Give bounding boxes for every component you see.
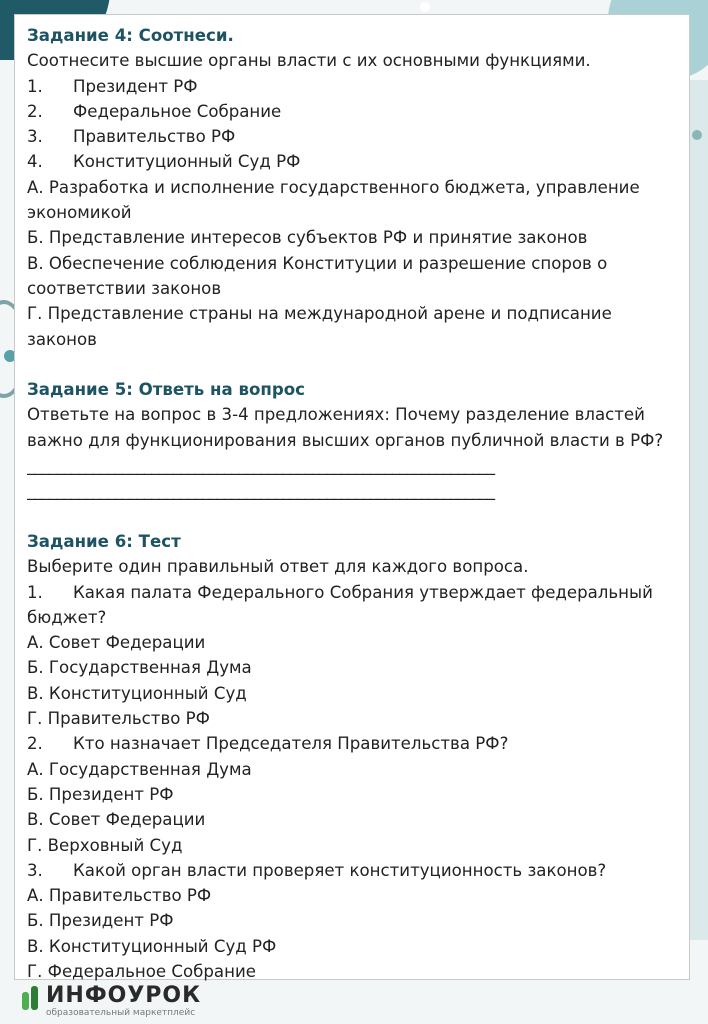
answer-option[interactable]: В. Конституционный Суд РФ [27,936,277,956]
decor-dot [692,130,702,140]
answer-line[interactable]: ________________________________________________________________ [27,456,494,476]
item-text: Конституционный Суд РФ [73,152,301,172]
function-g-line1: Г. Представление страны на международной арене и подписание [27,304,612,324]
question-text: Какой орган власти проверяет конституционность законов? [73,860,607,880]
question-1 [27,580,677,605]
item-number: 1. [27,76,43,96]
spacer [27,504,677,529]
function-v-line2: соответствии законов [27,278,222,298]
item-number: 4. [27,152,43,172]
logo-tagline: образовательный маркетплейс [46,1008,196,1018]
task4-item [27,74,677,99]
answer-option[interactable]: Б. Государственная Дума [27,658,252,678]
task4-heading: Задание 4: Соотнеси. [27,26,234,45]
answer-option[interactable]: Г. Правительство РФ [27,709,210,729]
answer-option[interactable]: Б. Президент РФ [27,911,174,931]
function-a-line1: А. Разработка и исполнение государственного бюджета, управление [27,177,640,197]
answer-option[interactable]: А. Совет Федерации [27,633,206,653]
infourok-logo[interactable] [22,984,201,1022]
question-number: 3. [27,860,43,880]
item-number: 3. [27,127,43,147]
answer-line[interactable]: ________________________________________________________________ [27,481,494,501]
question-text: Какая палата Федерального Собрания утверждает федеральный [73,582,653,602]
function-v-line1: В. Обеспечение соблюдения Конституции и разрешение споров о [27,253,608,273]
item-text: Правительство РФ [73,127,236,147]
worksheet [14,14,690,980]
item-text: Федеральное Собрание [73,101,282,121]
task4-item [27,124,677,149]
question-text: Кто назначает Председателя Правительства РФ? [73,734,509,754]
answer-option[interactable]: В. Конституционный Суд [27,683,247,703]
logo-mark-icon [22,984,40,1010]
logo-text [46,984,201,1019]
question-number: 1. [27,582,43,602]
task4-intro: Соотнесите высшие органы власти с их основными функциями. [27,51,591,71]
decor-dot [420,2,430,12]
task5-heading: Задание 5: Ответь на вопрос [27,380,305,400]
question-3 [27,858,677,883]
item-number: 2. [27,101,43,121]
answer-option[interactable]: А. Правительство РФ [27,886,212,906]
answer-option[interactable]: Г. Верховный Суд [27,835,183,855]
function-a-line2: экономикой [27,203,132,223]
task5-question-line1: Ответьте на вопрос в 3-4 предложениях: Почему разделение властей [27,405,645,425]
task4-item [27,149,677,174]
question-1-continued: бюджет? [27,607,107,627]
answer-option[interactable]: А. Государственная Дума [27,759,252,779]
task4-item [27,99,677,124]
item-text: Президент РФ [73,76,198,96]
function-g-line2: законов [27,329,97,349]
question-2 [27,731,677,756]
task6-heading: Задание 6: Тест [27,531,181,551]
answer-option[interactable]: Г. Федеральное Собрание [27,961,256,981]
function-b-line1: Б. Представление интересов субъектов РФ и принятие законов [27,228,588,248]
task5-question-line2: важно для функционирования высших органов публичной власти в РФ? [27,430,664,450]
spacer [27,352,677,377]
question-number: 2. [27,734,43,754]
answer-option[interactable]: В. Совет Федерации [27,810,206,830]
logo-name: ИНФОУРОК [46,983,202,1008]
answer-option[interactable]: Б. Президент РФ [27,784,174,804]
task6-intro: Выберите один правильный ответ для каждого вопроса. [27,557,529,577]
